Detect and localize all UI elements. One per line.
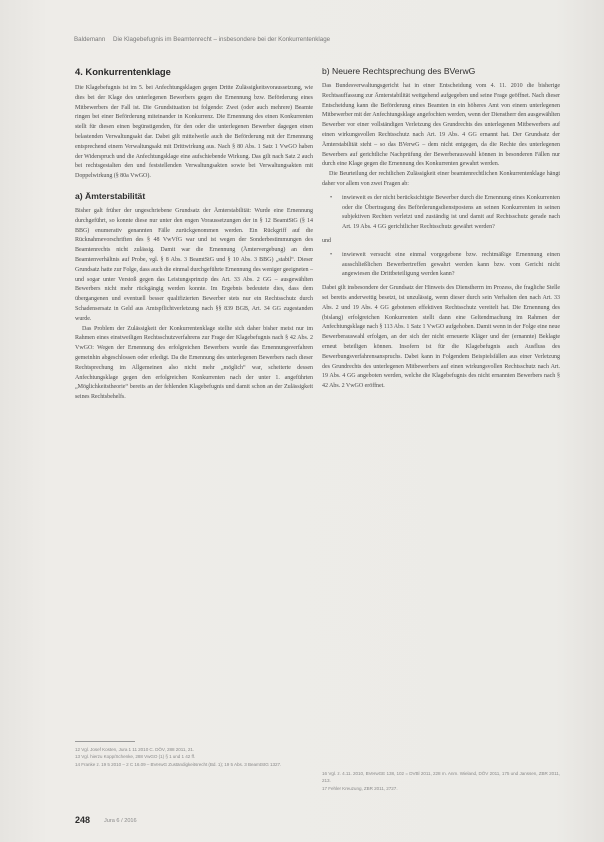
footnotes-right xyxy=(322,770,560,792)
paragraph: Das Problem der Zulässigkeit der Konkurrentenklage stellte sich daher bisher meist nur im Rahmen eines einstweiligen Rechtsschutzverfahrens zur Frage der Klagebefugnis nach § 42 Abs. 2 VwGO: Wegen der Ernennung des erfolgreichen Bewerbers wurde das Ernennungsverfahren gemeinhin abgeschlossen oder erledigt. Da die Ernennung des unterlegenen Bewerbers nach dieser Rechtsprechung im Allgemeinen also nicht mehr „möglich“ war, scheiterte dessen Anfechtungsklage gegen den erfolgreichen Konkurrenten nach der unter 1. angeführten „Möglichkeitstheorie“ bereits an der fehlenden Klagebefugnis und damit schon an der Zulässigkeit seines Rechtsbehelfs. xyxy=(75,325,313,401)
question-list xyxy=(322,194,560,233)
footnote: 16 Vgl. z. 4.11. 2010, BVerwGE 138, 102 = DVBl 2011, 228 m. Anm. Wieland, DÖV 2011, 175 und Janssen, ZBR 2011, 213. xyxy=(322,771,560,784)
paragraph: Die Klagebefugnis ist im 5. bei Anfechtungsklagen gegen Dritte Zulässigkeitsvoraussetzung, wie dies bei der Klage des unterlegenen Bewerbers gegen die Ernennung bzw. Beförderung eines Mitbewerbers der Fall ist. Die Grundsituation ist folgende: Zwei (oder auch mehrere) Beamte ringen bei einer Beförderung miteinander in Konkurrenz. Die Ernennung des einen Konkurrenten stellt für diesen einen begünstigenden, für den oder die unterlegenen Bewerber dagegen einen belastenden Verwaltungsakt dar. Dabei gilt mittelweile auch die Beförderung mit der Ernennung entsprechend einem Verwaltungsakt mit Drittwirkung aus. Nach § 80 Abs. 1 Satz 1 VwGO haben der Widerspruch und die Anfechtungsklage eine aufschiebende Wirkung. Das gilt nach Satz 2 auch bei rechtsgestalten den und feststellenden Verwaltungsakten sowie bei Verwaltungsakten mit Doppelwirkung (§ 80a VwGO). xyxy=(75,85,313,180)
page-number: 248 xyxy=(75,815,91,825)
subheading-neuere-rechtsprechung: b) Neuere Rechtsprechung des BVerwG xyxy=(322,66,476,76)
question-list xyxy=(322,251,560,280)
right-column xyxy=(322,66,560,392)
conjunction: und xyxy=(322,237,332,244)
footnote: 13 Vgl. hierzu Kopp/Schenke, 288 VwGO (1) § 1 und 1 42 ff. xyxy=(75,754,196,760)
running-head xyxy=(74,36,554,43)
left-column xyxy=(75,66,313,403)
paragraph: Dabei gilt insbesondere der Grundsatz der Hinweis des Dienstherrn im Prozess, die fragliche Stelle sei bereits anderweitig besetzt, ist unzulässig, wenn dieser durch sein Verhalten den nach Art. 33 Abs. 2 und 19 Abs. 4 GG gebotenen effektiven Rechtsschutz vereitelt hat. Die Ernennung des (bislang) erfolgreichen Konkurrenten stellt dann eine Geltendmachung im Rahmen der Anfechtungsklage nach § 113 Abs. 1 Satz 1 VwGO aufgehoben. Damit wenn in der Folge eine neue Bewerberauswahl erfolgen, an der sich der nicht erneuerte Kläger und der (ernannte) Beklagte erneut beteiligen können. Insofern ist für die Klagebefugnis auch Ausfluss des Bewerbungsverfahrensanspruchs. Dabei kann in Folgendem Beispielsfällen aus einer Verletzung des Grundrechts des unterlegenen Mitbewerbers auf einen wirkungsvollen Rechtsschutz nach Art. 19 Abs. 4 GG angeboten werden, welche die Klagebefugnis des nicht ernannten Bewerbers nach § 42 Abs. 2 VwGO eröffnet. xyxy=(322,285,560,390)
footnote: 17 Fehler Kreuzung, ZBR 2011, 2727. xyxy=(322,785,398,791)
footnote: 14 Franke z. 19 5 2010 – 2 C 16.09 – BVerwG Zuständigkeitsrecht (Bd. 1); 19 5 Abs. 3 BeamtStG 1327. xyxy=(75,761,282,767)
footnote-divider xyxy=(75,741,135,742)
journal-label: Jura 6 / 2016 xyxy=(104,818,137,824)
list-item: • inwieweit es der nicht berücksichtigte Bewerber durch die Ernennung eines Konkurrenten oder die Übertragung des Beförderungsdienstpostens an seinen Konkurrenten in seinen subjektiven Rechten verletzt und zuständig ist und damit auf Rechtsschutz gerade nach Art. 19 Abs. 4 GG gerichtlicher Rechtsschutz gewährt werden? xyxy=(342,194,560,233)
list-item: • inwieweit versucht eine einmal vorgegebene bzw. rechtmäßige Ernennung einen ausschließlichen Bewerbertreffen gewahrt werden kann bzw. vom Gericht nicht angewiesen die Drittbeteiligung werden kann? xyxy=(342,251,560,280)
paragraph: Die Beurteilung der rechtlichen Zulässigkeit einer beamtenrechtlichen Konkurrentenklage hängt daher vor allem von zwei Fragen ab: xyxy=(322,171,560,187)
section-heading-konkurrentenklage: 4. Konkurrentenklage xyxy=(75,66,171,77)
running-head-author: Baldemann xyxy=(74,36,106,43)
paragraph: Das Bundesverwaltungsgericht hat in einer Entscheidung vom 4. 11. 2010 die bisherige Rechtsauffassung zur Ämterstabilität weitgehend aufgegeben und seine Frage geöffnet. Nach dieser Entscheidung kann die Beförderung eines Beamten in ein höheres Amt von einem unterlegenen Mitbewerber mit der Anfechtungsklage angefochten werden, wenn der Dienstherr den ausgewählten Bewerber vor einer vollständigen Verletzung des Grundrechts des unterlegenen Mitbewerbers auf einen wirkungsvollen Rechtsschutz nach Art. 19 Abs. 4 GG ernannt hat. Der Grundsatz der Ämterstabilität steht – so das BVerwG – dem nicht entgegen, da die Rechte des unterlegenen Bewerbers auf gerichtliche Nachprüfung der Bewerberauswahl können in besonderen Fällen nur durch eine Klage gegen die Ernennung des Konkurrenten gewahrt werden. xyxy=(322,83,560,168)
paragraph: Bisher galt früher der ungeschriebene Grundsatz der Ämterstabilität: Wurde eine Ernennung durchgeführt, so konnte diese nur unter den engen Voraussetzungen der in § 12 BeamtStG (§ 14 BBG) enumerativ genannten Fälle zurückgenommen werden. Ein Rückgriff auf die Rücknahmevorschriften des § 48 VwVfG war und ist wegen der Sonderbestimmungen des Beamtenrechts nicht zulässig. Damit war die Ernennung (Ämtervergebung) an dem Beamtenverhältnis auf Probe, vgl. § 8 Abs. 3 BeamtStG und § 10 Abs. 3 BBG) „stabil“. Dieser Grundsatz hatte zur Folge, dass auch die einmal durchgeführte Ernennung des weniger geeigneten – und sogar unter Verstoß gegen das Leistungsprinzip des Art. 33 Abs. 2 GG – ausgewählten Bewerbers nicht mehr rückgängig werden konnte. Im Ergebnis bedeutete dies, dass dem übergangenen und eventuell besser qualifizierten Bewerber stets nur ein Rechtsschutz durch Schadensersatz in Geld aus Amtspflichtverletzung nach §§ 839 BGB, Art. 34 GG zugestanden wurde. xyxy=(75,207,313,322)
subheading-aemterstabilitaet: a) Ämterstabilität xyxy=(75,190,146,201)
footnotes-left xyxy=(75,746,313,768)
running-head-title: Die Klagebefugnis im Beamtenrecht – insbesondere bei der Konkurrentenklage xyxy=(113,36,331,43)
footnote: 12 Vgl. Josef Kosten, Jura 1 11 2010 C. DÖV, 288 2011, 21. xyxy=(75,747,195,752)
